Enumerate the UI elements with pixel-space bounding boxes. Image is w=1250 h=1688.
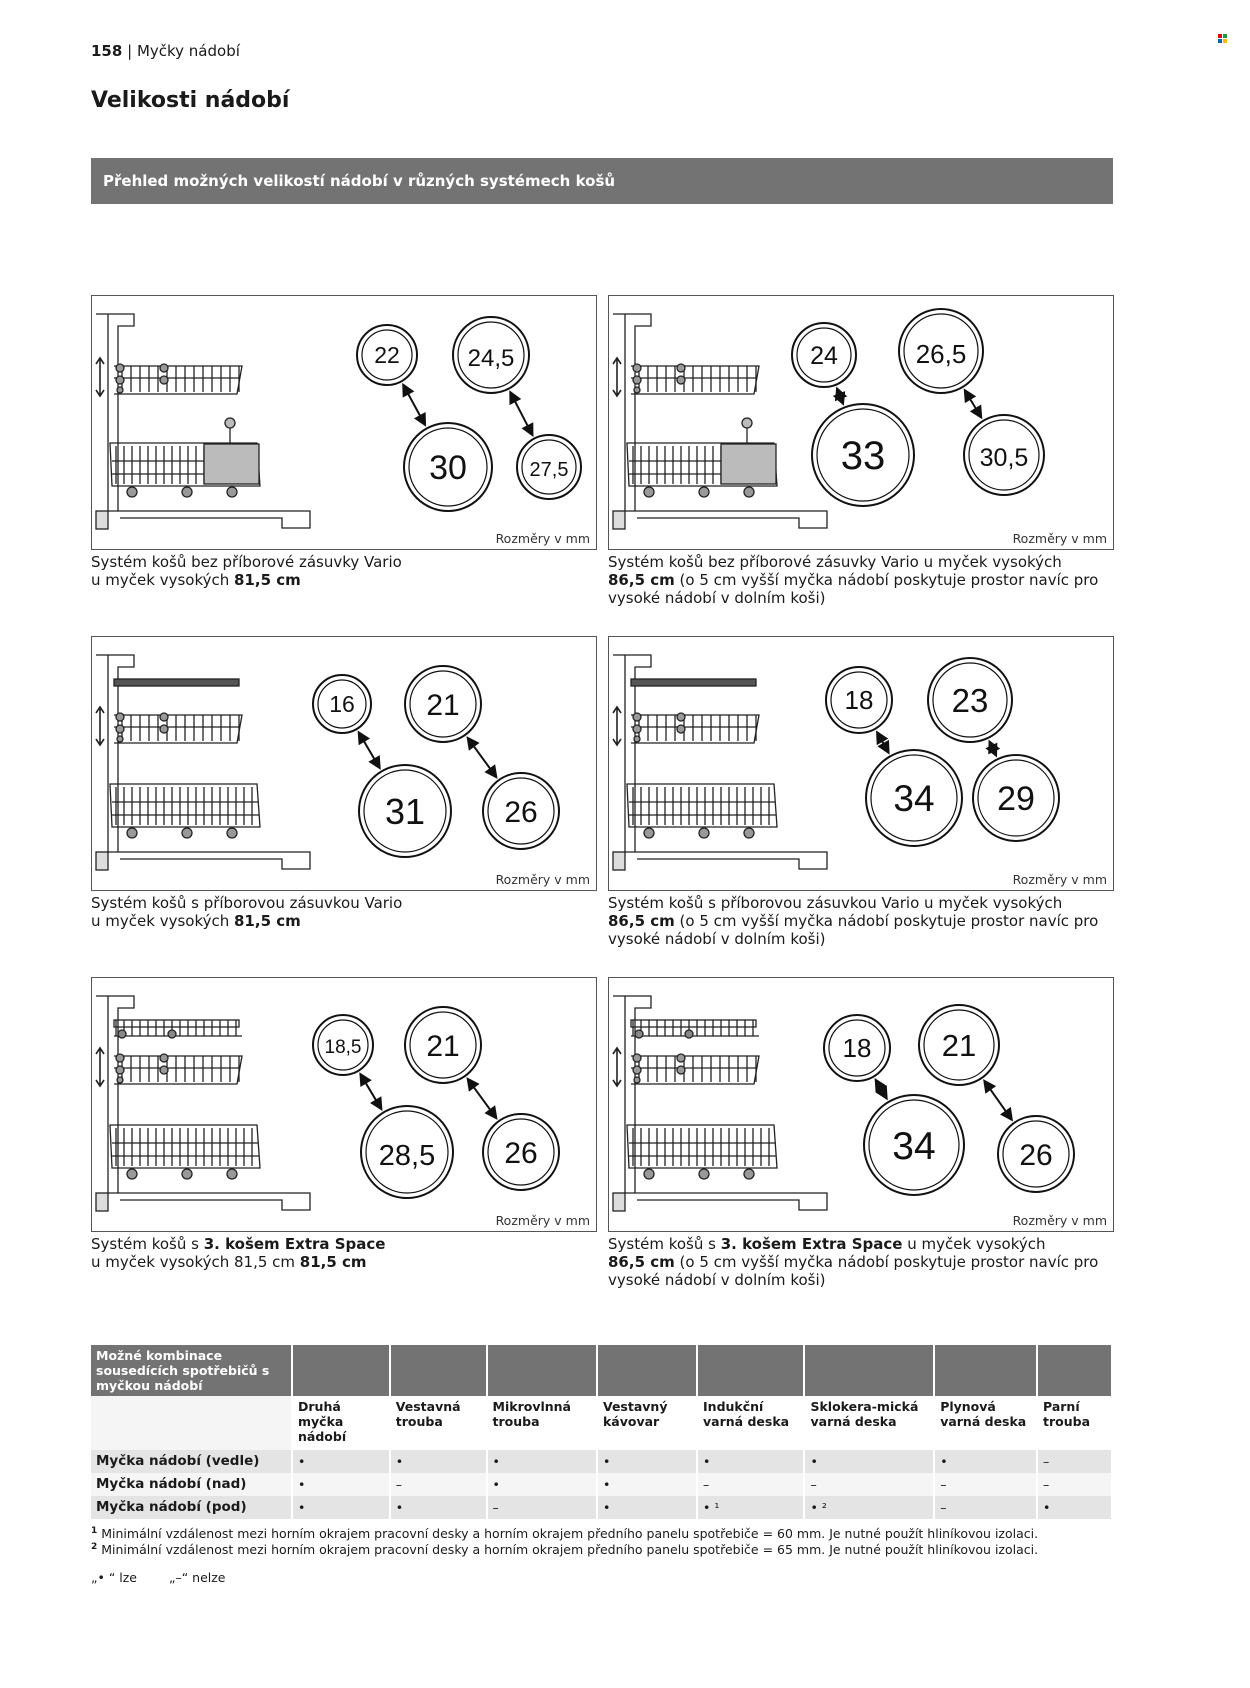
brand-logo-icon: [1218, 34, 1227, 43]
basket-diagram-panel: [608, 295, 1114, 550]
basket-diagram-panel: [91, 977, 597, 1232]
caption-text: 81,5 cm: [299, 1253, 367, 1271]
plate-size-icon: [792, 323, 856, 387]
plate-size-icon: [899, 309, 983, 393]
plate-size-label: 22: [374, 342, 400, 368]
table-row: [91, 1496, 1112, 1519]
plate-size-label: 21: [941, 1028, 977, 1063]
plate-size-icon: [964, 415, 1044, 495]
caption-text: (o 5 cm vyšší myčka nádobí poskytuje prostor navíc pro vysoké nádobí v dolním koši): [608, 912, 1099, 948]
section-name: Myčky nádobí: [136, 42, 240, 60]
column-header: Indukční varná deska: [697, 1396, 804, 1450]
plate-size-label: 26: [1019, 1139, 1053, 1172]
plate-size-icon: [812, 404, 914, 506]
dishwasher-rack-drawing: [613, 655, 827, 870]
plate-size-icon: [866, 750, 962, 846]
caption-text: (o 5 cm vyšší myčka nádobí poskytuje prostor navíc pro vysoké nádobí v dolním koši): [608, 571, 1099, 607]
plate-size-icon: [517, 435, 581, 499]
legend-no: „–“ nelze: [168, 1570, 226, 1585]
diagram-caption: [91, 1235, 597, 1271]
legend-yes: „• “ lze: [91, 1570, 137, 1585]
column-header: Vestavný kávovar: [597, 1396, 697, 1450]
caption-text: Systém košů bez příborové zásuvky Vario u myček vysokých: [608, 553, 1062, 571]
footnote-mark: 2: [91, 1542, 98, 1552]
table-cell: •: [597, 1473, 697, 1496]
caption-text: Systém košů s příborovou zásuvkou Vario u myček vysokých: [608, 894, 1063, 912]
plate-size-icon: [973, 755, 1059, 841]
table-cell: •: [934, 1450, 1037, 1473]
plate-size-icon: [826, 667, 892, 733]
plate-size-icon: [405, 1007, 481, 1083]
caption-text: u myček vysokých: [902, 1235, 1046, 1253]
plate-size-icon: [919, 1005, 999, 1085]
plate-size-icon: [483, 773, 559, 849]
plate-size-icon: [405, 666, 481, 742]
table-cell: •: [697, 1450, 804, 1473]
table-cell: •: [597, 1450, 697, 1473]
dishwasher-rack-drawing: [96, 655, 310, 870]
plate-size-label: 30: [429, 449, 467, 487]
basket-diagram-panel: [608, 636, 1114, 891]
column-header: Plynová varná deska: [934, 1396, 1037, 1450]
caption-text: Systém košů bez příborové zásuvky Vario: [91, 553, 402, 571]
dimension-note: Rozměry v mm: [1012, 872, 1107, 887]
plate-size-icon: [361, 1106, 453, 1198]
table-cell: •: [292, 1473, 390, 1496]
diagram-caption: [608, 894, 1114, 948]
table-cell: –: [390, 1473, 487, 1496]
dimension-note: Rozměry v mm: [1012, 531, 1107, 546]
diagram-caption: [91, 553, 597, 589]
plate-size-label: 18: [844, 685, 874, 715]
plate-size-icon: [928, 658, 1012, 742]
table-row: [91, 1473, 1112, 1496]
caption-text: 81,5 cm: [234, 912, 301, 930]
legend: [91, 1570, 254, 1585]
column-header: Sklokera-mická varná deska: [804, 1396, 934, 1450]
size-connector-arrow: [987, 742, 998, 756]
plate-size-label: 21: [426, 689, 460, 722]
plate-size-label: 18,5: [324, 1037, 362, 1058]
caption-text: 86,5 cm: [608, 912, 675, 930]
plate-size-icon: [998, 1116, 1074, 1192]
table-corner-header: Možné kombinace sousedících spotřebičů s myčkou nádobí: [91, 1345, 292, 1396]
caption-text: u myček vysokých 81,5 cm: [91, 1253, 300, 1271]
caption-text: Systém košů s: [91, 1235, 204, 1253]
table-cell: •: [487, 1450, 597, 1473]
plate-size-label: 28,5: [378, 1140, 436, 1172]
row-label: Myčka nádobí (pod): [91, 1496, 292, 1519]
dimension-note: Rozměry v mm: [495, 872, 590, 887]
plate-size-label: 33: [840, 434, 886, 478]
plate-size-label: 16: [329, 691, 355, 717]
caption-text: 3. košem Extra Space: [720, 1235, 903, 1253]
caption-text: Systém košů s příborovou zásuvkou Vario: [91, 894, 403, 912]
row-label: Myčka nádobí (nad): [91, 1473, 292, 1496]
size-connector-arrow: [835, 389, 846, 404]
footnote: [91, 1539, 1038, 1558]
caption-text: Systém košů s: [608, 1235, 721, 1253]
basket-diagram-panel: [91, 636, 597, 891]
plate-size-icon: [404, 423, 492, 511]
plate-size-label: 27,5: [529, 459, 569, 481]
section-banner: Přehled možných velikostí nádobí v různých systémech košů: [91, 158, 1113, 204]
plate-size-icon: [824, 1015, 890, 1081]
plate-size-label: 31: [384, 791, 426, 832]
table-cell: –: [934, 1496, 1037, 1519]
caption-text: 86,5 cm: [608, 571, 675, 589]
column-header: Parní trouba: [1037, 1396, 1112, 1450]
size-connector-arrow: [359, 732, 380, 767]
table-cell: •: [390, 1450, 487, 1473]
table-cell: –: [1037, 1473, 1112, 1496]
table-cell: •: [292, 1496, 390, 1519]
basket-diagram-panel: [608, 977, 1114, 1232]
dimension-note: Rozměry v mm: [495, 1213, 590, 1228]
plate-size-icon: [357, 325, 417, 385]
plate-size-label: 29: [997, 780, 1035, 818]
table-cell: –: [487, 1496, 597, 1519]
plate-size-icon: [483, 1114, 559, 1190]
combination-table: [91, 1345, 1113, 1519]
plate-size-icon: [313, 1015, 373, 1075]
dishwasher-rack-drawing: [613, 996, 827, 1211]
table-cell: –: [697, 1473, 804, 1496]
table-cell: •: [597, 1496, 697, 1519]
plate-size-icon: [359, 765, 451, 857]
plate-size-label: 21: [426, 1030, 460, 1063]
table-cell: •: [487, 1473, 597, 1496]
plate-size-label: 23: [951, 682, 989, 719]
page-number: 158: [91, 42, 123, 60]
table-cell: •: [804, 1450, 934, 1473]
table-cell: • ¹: [697, 1496, 804, 1519]
size-connector-arrow: [965, 390, 981, 417]
table-cell: • ²: [804, 1496, 934, 1519]
table-cell: •: [292, 1450, 390, 1473]
basket-diagram-panel: [91, 295, 597, 550]
caption-text: 81,5 cm: [234, 571, 301, 589]
plate-size-label: 26,5: [915, 339, 967, 369]
size-connector-arrow: [984, 1081, 1011, 1120]
footnote-text: Minimální vzdálenost mezi horním okrajem pracovní desky a horním okrajem předního panelu spotřebiče = 65 mm. Je nutné použít hliníkovou izolaci.: [101, 1542, 1039, 1558]
header-separator: |: [127, 42, 133, 60]
table-cell: •: [390, 1496, 487, 1519]
plate-size-label: 24,5: [467, 345, 515, 372]
dimension-note: Rozměry v mm: [495, 531, 590, 546]
caption-text: u myček vysokých: [91, 912, 234, 930]
column-header: Druhá myčka nádobí: [292, 1396, 390, 1450]
column-header: Mikrovlnná trouba: [487, 1396, 597, 1450]
caption-text: 86,5 cm: [608, 1253, 675, 1271]
plate-size-icon: [313, 675, 371, 733]
page-title: Velikosti nádobí: [91, 88, 290, 113]
diagram-caption: [608, 553, 1114, 607]
caption-text: (o 5 cm vyšší myčka nádobí poskytuje prostor navíc pro vysoké nádobí v dolním koši): [608, 1253, 1099, 1289]
column-header: Vestavná trouba: [390, 1396, 487, 1450]
plate-size-label: 34: [892, 1125, 936, 1168]
plate-size-icon: [864, 1095, 964, 1195]
size-connector-arrow: [877, 732, 888, 752]
plate-size-icon: [453, 317, 529, 393]
size-connector-arrow: [468, 1079, 497, 1118]
dimension-note: Rozměry v mm: [1012, 1213, 1107, 1228]
plate-size-label: 34: [893, 778, 935, 819]
diagram-caption: [91, 894, 597, 930]
size-connector-arrow: [876, 1080, 887, 1099]
footnote-text: Minimální vzdálenost mezi horním okrajem pracovní desky a horním okrajem předního panelu spotřebiče = 60 mm. Je nutné použít hliníkovou izolaci.: [101, 1526, 1039, 1542]
diagram-caption: [608, 1235, 1114, 1289]
size-connector-arrow: [360, 1074, 381, 1109]
plate-size-label: 24: [810, 342, 838, 370]
table-cell: –: [1037, 1450, 1112, 1473]
plate-size-label: 18: [842, 1033, 872, 1063]
size-connector-arrow: [510, 392, 532, 435]
dishwasher-rack-drawing: [96, 996, 310, 1211]
caption-text: u myček vysokých: [91, 571, 234, 589]
page-header: [91, 42, 240, 60]
footnote-mark: 1: [91, 1526, 98, 1536]
plate-size-label: 30,5: [979, 444, 1029, 472]
size-connector-arrow: [403, 385, 425, 425]
plate-size-label: 26: [504, 1137, 538, 1170]
size-connector-arrow: [468, 738, 497, 777]
table-cell: •: [1037, 1496, 1112, 1519]
plate-size-label: 26: [504, 796, 538, 829]
table-cell: –: [934, 1473, 1037, 1496]
table-cell: –: [804, 1473, 934, 1496]
row-label: Myčka nádobí (vedle): [91, 1450, 292, 1473]
dishwasher-rack-drawing: [96, 314, 310, 529]
table-row: [91, 1450, 1112, 1473]
caption-text: 3. košem Extra Space: [203, 1235, 386, 1253]
